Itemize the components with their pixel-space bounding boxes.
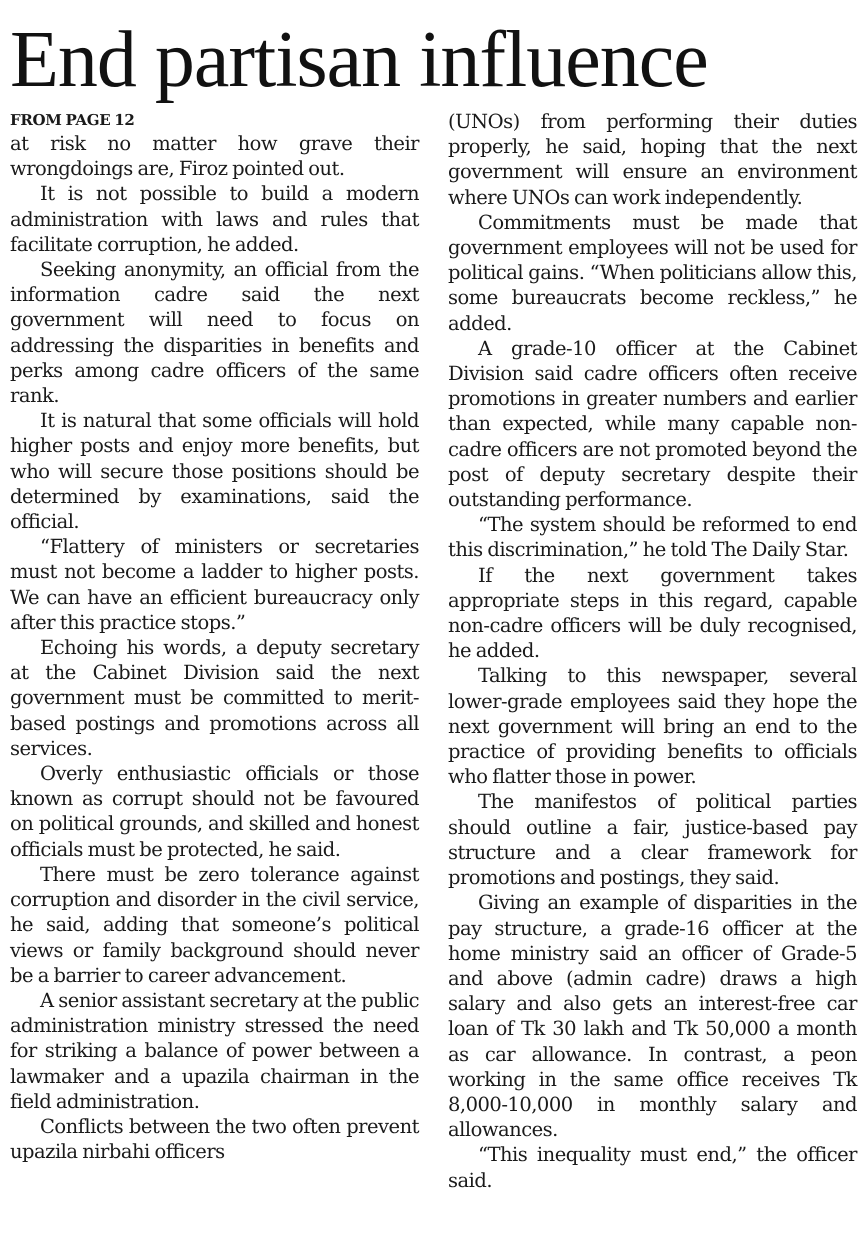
paragraph: “This inequality must end,” the officer said. (448, 1143, 857, 1192)
paragraph: It is not possible to build a modern administration with laws and rules that facilitate corruption, he added. (10, 182, 419, 256)
headline: End partisan influence (10, 16, 708, 104)
paragraph: “Flattery of ministers or secretaries must not become a ladder to higher posts. We can have an efficient bureaucracy only after this practice stops.” (10, 535, 419, 634)
paragraph: There must be zero tolerance against corruption and disorder in the civil service, he said, adding that someone’s political views or family background should never be a barrier to career advancement. (10, 862, 419, 987)
paragraph: “The system should be reformed to end this discrimination,” he told The Daily Star. (448, 513, 857, 562)
paragraph: A grade-10 officer at the Cabinet Division said cadre officers often receive promotions in greater numbers and earlier than expected, while many capable non-cadre officers are not promoted beyond the post of deputy secretary despite their outstanding performance. (448, 336, 857, 512)
paragraph: Giving an example of disparities in the pay structure, a grade-16 officer at the home ministry said an officer of Grade-5 and above (admin cadre) draws a high salary and also gets an interest-free car loan of Tk 30 lakh and Tk 50,000 a month as car allowance. In contrast, a peon working in the same office receives Tk 8,000-10,000 in monthly salary and allowances. (448, 891, 857, 1142)
article-column-right (448, 109, 857, 1193)
paragraph: A senior assistant secretary at the public administration ministry stressed the need for striking a balance of power between a lawmaker and a upazila chairman in the field administration. (10, 988, 419, 1113)
paragraph: It is natural that some officials will hold higher posts and enjoy more benefits, but who will secure those positions should be determined by examinations, said the official. (10, 409, 419, 534)
paragraph: Commitments must be made that government employees will not be used for political gains. “When politicians allow this, some bureaucrats become reckless,” he added. (448, 210, 857, 335)
paragraph: Talking to this newspaper, several lower-grade employees said they hope the next government will bring an end to the practice of providing benefits to officials who flatter those in power. (448, 664, 857, 789)
paragraph: Overly enthusiastic officials or those known as corrupt should not be favoured on political grounds, and skilled and honest officials must be protected, he said. (10, 762, 419, 861)
paragraph: The manifestos of political parties should outline a fair, justice-based pay structure and a clear framework for promotions and postings, they said. (448, 790, 857, 890)
paragraph: at risk no matter how grave their wrongdoings are, Firoz pointed out. (10, 132, 419, 181)
page-jump-kicker: FROM PAGE 12 (10, 111, 135, 129)
paragraph: (UNOs) from performing their duties properly, he said, hoping that the next government will ensure an environment where UNOs can work independently. (448, 110, 857, 209)
paragraph: If the next government takes appropriate steps in this regard, capable non-cadre officers will be duly recognised, he added. (448, 563, 857, 663)
paragraph: Echoing his words, a deputy secretary at the Cabinet Division said the next government must be committed to merit-based postings and promotions across all services. (10, 636, 419, 760)
paragraph: Seeking anonymity, an official from the information cadre said the next government will need to focus on addressing the disparities in benefits and perks among cadre officers of the same rank. (10, 258, 419, 408)
paragraph: Conflicts between the two often prevent upazila nirbahi officers (10, 1114, 419, 1164)
article-column-left (10, 109, 419, 1164)
